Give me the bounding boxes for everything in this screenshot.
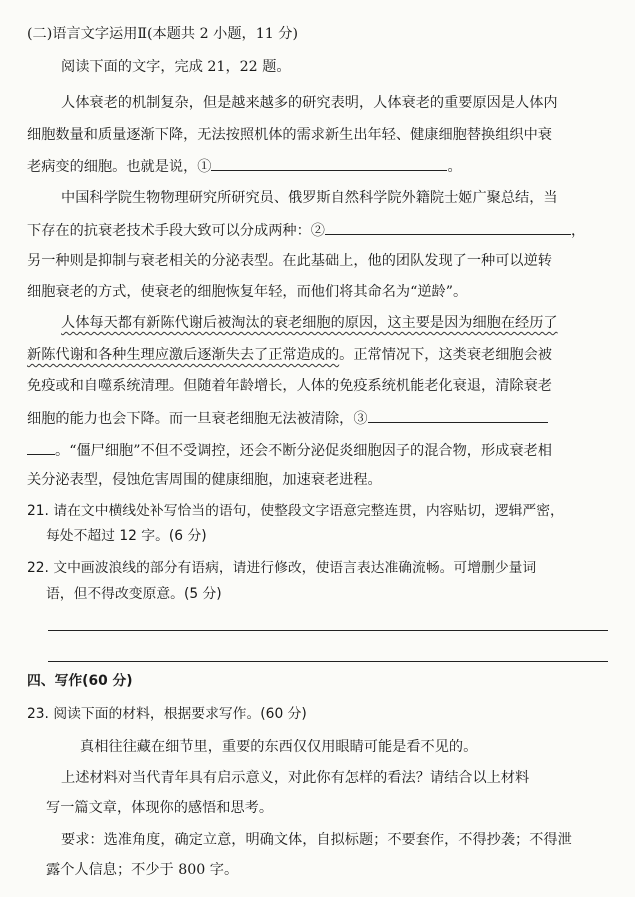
answer-blank-3[interactable] xyxy=(368,407,548,423)
passage-text: ， xyxy=(570,223,586,239)
wavy-underlined-sentence: 人体每天都有新陈代谢后被淘汰的衰老细胞的原因，这主要是因为细胞在经历了 xyxy=(61,315,558,331)
question-21: 21. 请在文中横线处补写恰当的语句，使整段文字语意完整连贯，内容贴切，逻辑严密， xyxy=(27,503,564,519)
passage-text: 下存在的抗衰老技术手段大致可以分成两种：② xyxy=(27,223,325,239)
passage-text: 。“僵尸细胞”不但不受调控，还会不断分泌促炎细胞因子的混合物，形成衰老相 xyxy=(55,443,552,459)
passage-line: 细胞衰老的方式，使衰老的细胞恢复年轻，而他们将其命名为“逆龄”。 xyxy=(27,284,468,300)
passage-line-with-blank xyxy=(27,219,585,241)
writing-prompt-cont: 写一篇文章，体现你的感悟和思考。 xyxy=(46,800,274,816)
writing-section-heading: 四、写作(60 分) xyxy=(27,673,133,689)
answer-blank-2[interactable] xyxy=(325,219,571,235)
passage-line: 细胞数量和质量逐渐下降，无法按照机体的需求新生出年轻、健康细胞替换组织中衰 xyxy=(27,127,552,143)
wavy-underlined-sentence: 新陈代谢和各种生理应激后逐渐失去了正常造成的 xyxy=(27,347,340,363)
passage-line: 免疫或和自噬系统清理。但随着年龄增长，人体的免疫系统机能老化衰退，清除衰老 xyxy=(27,378,552,394)
passage-line xyxy=(27,345,552,365)
question-21-cont: 每处不超过 12 字。(6 分) xyxy=(46,528,207,544)
passage-line: 中国科学院生物物理研究所研究员、俄罗斯自然科学院外籍院士姬广聚总结，当 xyxy=(61,190,558,206)
passage-line-with-blank xyxy=(27,155,462,177)
reading-instruction: 阅读下面的文字，完成 21，22 题。 xyxy=(61,59,291,75)
answer-line-2[interactable] xyxy=(48,661,608,662)
writing-requirements-cont: 露个人信息；不少于 800 字。 xyxy=(46,862,239,878)
section-heading: (二)语言文字运用Ⅱ(本题共 2 小题，11 分) xyxy=(27,26,299,42)
passage-line-with-blank xyxy=(27,407,548,429)
question-22: 22. 文中画波浪线的部分有语病，请进行修改，使语言表达准确流畅。可增删少量词 xyxy=(27,560,537,576)
answer-line-1[interactable] xyxy=(48,630,608,631)
writing-material: 真相往往藏在细节里，重要的东西仅仅用眼睛可能是看不见的。 xyxy=(80,739,478,755)
passage-text: 。 xyxy=(447,159,462,175)
answer-blank-1[interactable] xyxy=(211,155,447,171)
writing-prompt: 上述材料对当代青年具有启示意义，对此你有怎样的看法？请结合以上材料 xyxy=(61,770,530,786)
passage-text: 。正常情况下，这类衰老细胞会被 xyxy=(339,347,552,363)
passage-text: 细胞的能力也会下降。而一旦衰老细胞无法被清除，③ xyxy=(27,411,368,427)
writing-requirements: 要求：选准角度，确定立意，明确文体，自拟标题；不要套作，不得抄袭；不得泄 xyxy=(61,832,572,848)
passage-line: 人体衰老的机制复杂，但是越来越多的研究表明，人体衰老的重要原因是人体内 xyxy=(61,95,558,111)
passage-line-with-blank xyxy=(27,439,552,461)
passage-text: 老病变的细胞。也就是说，① xyxy=(27,159,212,175)
answer-blank-3-continued[interactable] xyxy=(27,439,55,455)
question-22-cont: 语，但不得改变原意。(5 分) xyxy=(46,586,222,602)
question-23: 23. 阅读下面的材料，根据要求写作。(60 分) xyxy=(27,706,307,722)
passage-line: 另一种则是抑制与衰老相关的分泌表型。在此基础上，他的团队发现了一种可以逆转 xyxy=(27,253,552,269)
passage-line: 关分泌表型，侵蚀危害周围的健康细胞，加速衰老进程。 xyxy=(27,472,382,488)
